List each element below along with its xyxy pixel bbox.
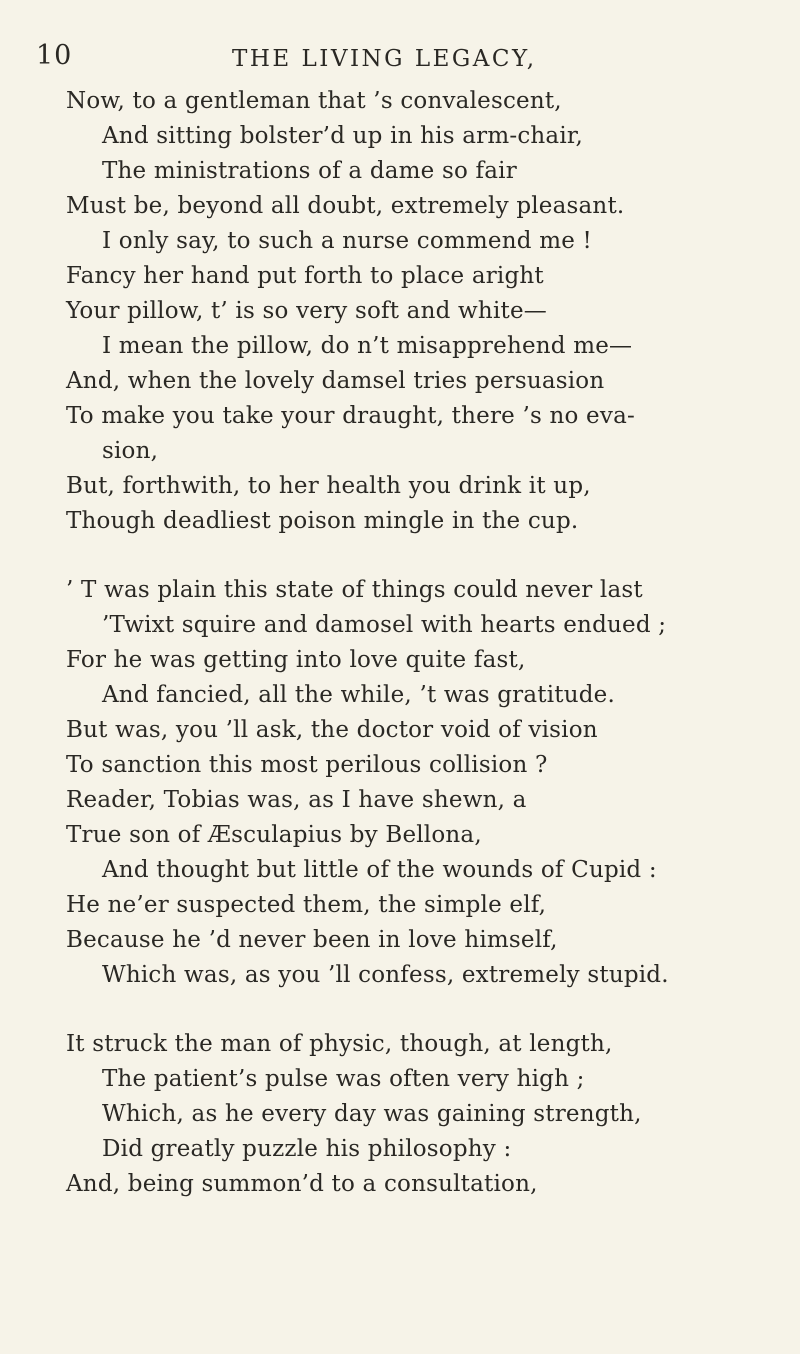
poem-line: Because he ’d never been in love himself,: [66, 927, 558, 953]
poem-line: For he was getting into love quite fast,: [66, 647, 526, 673]
poem-line: It struck the man of physic, though, at length,: [66, 1031, 613, 1057]
running-title: THE LIVING LEGACY,: [232, 46, 537, 72]
poem-line: And thought but little of the wounds of Cupid :: [102, 857, 657, 883]
poem-line: But, forthwith, to her health you drink it up,: [66, 473, 591, 499]
poem-line: Fancy her hand put forth to place aright: [66, 263, 544, 289]
poem-line: True son of Æsculapius by Bellona,: [66, 822, 482, 848]
stanza: [66, 573, 786, 993]
poem-line: He ne’er suspected them, the simple elf,: [66, 892, 547, 918]
stanza-break: [66, 993, 786, 1027]
poem-line: ’ T was plain this state of things could never last: [66, 577, 643, 603]
page-header: [0, 40, 800, 80]
poem-line: Though deadliest poison mingle in the cup.: [66, 508, 579, 534]
poem-line: Reader, Tobias was, as I have shewn, a: [66, 787, 527, 813]
poem-line: And, being summon’d to a consultation,: [66, 1171, 538, 1197]
poem-line: And, when the lovely damsel tries persuasion: [66, 368, 605, 394]
poem-line: To sanction this most perilous collision ?: [66, 752, 548, 778]
poem-line: Must be, beyond all doubt, extremely pleasant.: [66, 193, 625, 219]
poem-line: The ministrations of a dame so fair: [102, 158, 517, 184]
poem-line: ’Twixt squire and damosel with hearts endued ;: [102, 612, 667, 638]
stanza-break: [66, 539, 786, 573]
poem-line: Now, to a gentleman that ’s convalescent,: [66, 88, 562, 114]
poem-line: Did greatly puzzle his philosophy :: [102, 1136, 512, 1162]
poem-line: And fancied, all the while, ’t was gratitude.: [102, 682, 615, 708]
poem-line: But was, you ’ll ask, the doctor void of vision: [66, 717, 598, 743]
poem-line: Your pillow, t’ is so very soft and white—: [66, 298, 547, 324]
poem-line: I mean the pillow, do n’t misapprehend me—: [102, 333, 633, 359]
page-number: 10: [36, 40, 73, 71]
poem-line: I only say, to such a nurse commend me !: [102, 228, 592, 254]
poem-line: And sitting bolster’d up in his arm-chair,: [102, 123, 584, 149]
poem-line: Which was, as you ’ll confess, extremely stupid.: [102, 962, 669, 988]
poem-line: Which, as he every day was gaining strength,: [102, 1101, 642, 1127]
poem-line: To make you take your draught, there ’s no eva-: [66, 403, 635, 429]
stanza: [66, 84, 786, 539]
poem-line: The patient’s pulse was often very high ;: [102, 1066, 585, 1092]
poem-body: [66, 84, 786, 1202]
stanza: [66, 1027, 786, 1202]
poem-line: sion,: [102, 438, 159, 464]
